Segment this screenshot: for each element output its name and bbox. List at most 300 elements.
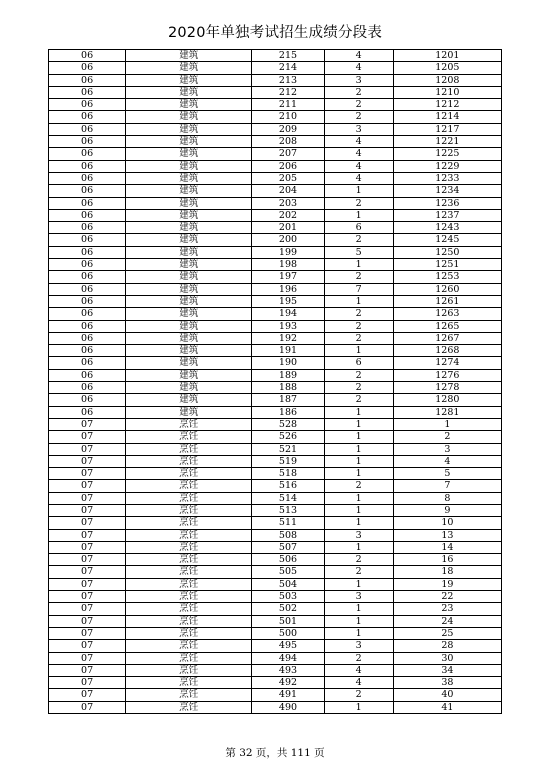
score-cell: 188 bbox=[252, 382, 324, 394]
category-code-cell: 06 bbox=[49, 234, 126, 246]
category-name-cell: 烹饪 bbox=[126, 492, 252, 504]
count-cell: 2 bbox=[324, 308, 393, 320]
category-code-cell: 07 bbox=[49, 640, 126, 652]
category-code-cell: 06 bbox=[49, 308, 126, 320]
cumulative-cell: 1278 bbox=[393, 382, 501, 394]
category-code-cell: 06 bbox=[49, 185, 126, 197]
table-row bbox=[49, 369, 502, 381]
count-cell: 3 bbox=[324, 74, 393, 86]
count-cell: 2 bbox=[324, 332, 393, 344]
table-row bbox=[49, 529, 502, 541]
score-cell: 208 bbox=[252, 136, 324, 148]
category-name-cell: 烹饪 bbox=[126, 591, 252, 603]
category-code-cell: 07 bbox=[49, 554, 126, 566]
score-cell: 518 bbox=[252, 468, 324, 480]
category-name-cell: 烹饪 bbox=[126, 529, 252, 541]
count-cell: 1 bbox=[324, 406, 393, 418]
table-row bbox=[49, 455, 502, 467]
category-name-cell: 建筑 bbox=[126, 123, 252, 135]
table-row bbox=[49, 197, 502, 209]
category-name-cell: 建筑 bbox=[126, 209, 252, 221]
count-cell: 1 bbox=[324, 578, 393, 590]
count-cell: 2 bbox=[324, 566, 393, 578]
category-name-cell: 烹饪 bbox=[126, 431, 252, 443]
table-row bbox=[49, 418, 502, 430]
count-cell: 2 bbox=[324, 480, 393, 492]
score-cell: 196 bbox=[252, 283, 324, 295]
category-code-cell: 06 bbox=[49, 406, 126, 418]
count-cell: 2 bbox=[324, 271, 393, 283]
category-name-cell: 建筑 bbox=[126, 295, 252, 307]
score-cell: 204 bbox=[252, 185, 324, 197]
score-cell: 212 bbox=[252, 86, 324, 98]
score-cell: 505 bbox=[252, 566, 324, 578]
cumulative-cell: 14 bbox=[393, 541, 501, 553]
category-name-cell: 烹饪 bbox=[126, 541, 252, 553]
category-name-cell: 建筑 bbox=[126, 369, 252, 381]
count-cell: 2 bbox=[324, 554, 393, 566]
category-name-cell: 烹饪 bbox=[126, 640, 252, 652]
count-cell: 1 bbox=[324, 701, 393, 713]
category-name-cell: 烹饪 bbox=[126, 615, 252, 627]
cumulative-cell: 1243 bbox=[393, 222, 501, 234]
score-cell: 197 bbox=[252, 271, 324, 283]
category-code-cell: 06 bbox=[49, 172, 126, 184]
category-code-cell: 06 bbox=[49, 123, 126, 135]
category-code-cell: 07 bbox=[49, 492, 126, 504]
table-row bbox=[49, 677, 502, 689]
table-row bbox=[49, 701, 502, 713]
cumulative-cell: 1251 bbox=[393, 259, 501, 271]
score-cell: 211 bbox=[252, 99, 324, 111]
cumulative-cell: 41 bbox=[393, 701, 501, 713]
category-code-cell: 07 bbox=[49, 443, 126, 455]
table-row bbox=[49, 222, 502, 234]
cumulative-cell: 1205 bbox=[393, 62, 501, 74]
category-code-cell: 07 bbox=[49, 615, 126, 627]
score-cell: 194 bbox=[252, 308, 324, 320]
category-name-cell: 建筑 bbox=[126, 74, 252, 86]
cumulative-cell: 1260 bbox=[393, 283, 501, 295]
category-name-cell: 烹饪 bbox=[126, 554, 252, 566]
count-cell: 4 bbox=[324, 677, 393, 689]
cumulative-cell: 1210 bbox=[393, 86, 501, 98]
cumulative-cell: 8 bbox=[393, 492, 501, 504]
score-table bbox=[48, 49, 502, 714]
page-title: 2020年单独考试招生成绩分段表 bbox=[167, 25, 383, 41]
count-cell: 1 bbox=[324, 209, 393, 221]
table-row bbox=[49, 160, 502, 172]
category-code-cell: 07 bbox=[49, 455, 126, 467]
cumulative-cell: 1234 bbox=[393, 185, 501, 197]
table-row bbox=[49, 234, 502, 246]
count-cell: 4 bbox=[324, 172, 393, 184]
category-name-cell: 建筑 bbox=[126, 99, 252, 111]
score-cell: 502 bbox=[252, 603, 324, 615]
category-code-cell: 06 bbox=[49, 209, 126, 221]
count-cell: 2 bbox=[324, 197, 393, 209]
category-name-cell: 建筑 bbox=[126, 160, 252, 172]
score-cell: 200 bbox=[252, 234, 324, 246]
category-name-cell: 建筑 bbox=[126, 357, 252, 369]
category-code-cell: 07 bbox=[49, 677, 126, 689]
category-name-cell: 建筑 bbox=[126, 394, 252, 406]
count-cell: 2 bbox=[324, 86, 393, 98]
category-code-cell: 06 bbox=[49, 382, 126, 394]
score-cell: 514 bbox=[252, 492, 324, 504]
cumulative-cell: 1214 bbox=[393, 111, 501, 123]
table-row bbox=[49, 615, 502, 627]
category-code-cell: 07 bbox=[49, 566, 126, 578]
table-row bbox=[49, 406, 502, 418]
category-code-cell: 06 bbox=[49, 160, 126, 172]
cumulative-cell: 1229 bbox=[393, 160, 501, 172]
cumulative-cell: 1250 bbox=[393, 246, 501, 258]
count-cell: 7 bbox=[324, 283, 393, 295]
score-cell: 526 bbox=[252, 431, 324, 443]
category-code-cell: 06 bbox=[49, 259, 126, 271]
category-name-cell: 烹饪 bbox=[126, 664, 252, 676]
category-code-cell: 06 bbox=[49, 148, 126, 160]
table-row bbox=[49, 136, 502, 148]
table-row bbox=[49, 172, 502, 184]
table-row bbox=[49, 345, 502, 357]
count-cell: 1 bbox=[324, 541, 393, 553]
category-code-cell: 06 bbox=[49, 74, 126, 86]
score-cell: 506 bbox=[252, 554, 324, 566]
category-name-cell: 烹饪 bbox=[126, 627, 252, 639]
category-name-cell: 建筑 bbox=[126, 320, 252, 332]
category-code-cell: 06 bbox=[49, 295, 126, 307]
table-row bbox=[49, 148, 502, 160]
count-cell: 4 bbox=[324, 50, 393, 62]
cumulative-cell: 1201 bbox=[393, 50, 501, 62]
count-cell: 2 bbox=[324, 394, 393, 406]
cumulative-cell: 1225 bbox=[393, 148, 501, 160]
cumulative-cell: 34 bbox=[393, 664, 501, 676]
table-row bbox=[49, 308, 502, 320]
category-code-cell: 06 bbox=[49, 394, 126, 406]
category-name-cell: 烹饪 bbox=[126, 689, 252, 701]
cumulative-cell: 1281 bbox=[393, 406, 501, 418]
category-name-cell: 建筑 bbox=[126, 382, 252, 394]
table-row bbox=[49, 591, 502, 603]
cumulative-cell: 23 bbox=[393, 603, 501, 615]
table-row bbox=[49, 640, 502, 652]
count-cell: 1 bbox=[324, 418, 393, 430]
score-table-body bbox=[49, 50, 502, 714]
table-row bbox=[49, 627, 502, 639]
category-name-cell: 建筑 bbox=[126, 148, 252, 160]
category-code-cell: 06 bbox=[49, 62, 126, 74]
table-row bbox=[49, 332, 502, 344]
category-name-cell: 烹饪 bbox=[126, 418, 252, 430]
category-name-cell: 烹饪 bbox=[126, 504, 252, 516]
count-cell: 4 bbox=[324, 160, 393, 172]
score-cell: 209 bbox=[252, 123, 324, 135]
score-cell: 495 bbox=[252, 640, 324, 652]
score-cell: 192 bbox=[252, 332, 324, 344]
cumulative-cell: 1265 bbox=[393, 320, 501, 332]
cumulative-cell: 1267 bbox=[393, 332, 501, 344]
category-name-cell: 建筑 bbox=[126, 185, 252, 197]
category-code-cell: 07 bbox=[49, 418, 126, 430]
category-name-cell: 建筑 bbox=[126, 50, 252, 62]
count-cell: 2 bbox=[324, 111, 393, 123]
category-code-cell: 07 bbox=[49, 689, 126, 701]
count-cell: 1 bbox=[324, 455, 393, 467]
score-cell: 492 bbox=[252, 677, 324, 689]
score-cell: 210 bbox=[252, 111, 324, 123]
count-cell: 1 bbox=[324, 504, 393, 516]
cumulative-cell: 1221 bbox=[393, 136, 501, 148]
cumulative-cell: 22 bbox=[393, 591, 501, 603]
cumulative-cell: 19 bbox=[393, 578, 501, 590]
cumulative-cell: 9 bbox=[393, 504, 501, 516]
count-cell: 6 bbox=[324, 357, 393, 369]
count-cell: 3 bbox=[324, 591, 393, 603]
category-name-cell: 烹饪 bbox=[126, 517, 252, 529]
category-code-cell: 07 bbox=[49, 431, 126, 443]
cumulative-cell: 10 bbox=[393, 517, 501, 529]
cumulative-cell: 4 bbox=[393, 455, 501, 467]
score-cell: 521 bbox=[252, 443, 324, 455]
category-name-cell: 建筑 bbox=[126, 271, 252, 283]
cumulative-cell: 7 bbox=[393, 480, 501, 492]
score-cell: 201 bbox=[252, 222, 324, 234]
cumulative-cell: 1212 bbox=[393, 99, 501, 111]
category-code-cell: 06 bbox=[49, 369, 126, 381]
cumulative-cell: 1253 bbox=[393, 271, 501, 283]
category-name-cell: 建筑 bbox=[126, 283, 252, 295]
cumulative-cell: 1276 bbox=[393, 369, 501, 381]
score-cell: 189 bbox=[252, 369, 324, 381]
category-name-cell: 建筑 bbox=[126, 86, 252, 98]
score-cell: 214 bbox=[252, 62, 324, 74]
count-cell: 4 bbox=[324, 664, 393, 676]
category-code-cell: 06 bbox=[49, 197, 126, 209]
count-cell: 1 bbox=[324, 517, 393, 529]
table-row bbox=[49, 259, 502, 271]
table-row bbox=[49, 443, 502, 455]
page-footer: 第 32 页，共 111 页 bbox=[225, 747, 325, 759]
cumulative-cell: 1268 bbox=[393, 345, 501, 357]
cumulative-cell: 18 bbox=[393, 566, 501, 578]
count-cell: 2 bbox=[324, 369, 393, 381]
table-row bbox=[49, 492, 502, 504]
score-cell: 206 bbox=[252, 160, 324, 172]
table-row bbox=[49, 394, 502, 406]
category-name-cell: 建筑 bbox=[126, 62, 252, 74]
category-code-cell: 06 bbox=[49, 86, 126, 98]
table-row bbox=[49, 541, 502, 553]
table-row bbox=[49, 652, 502, 664]
count-cell: 1 bbox=[324, 185, 393, 197]
cumulative-cell: 38 bbox=[393, 677, 501, 689]
count-cell: 2 bbox=[324, 382, 393, 394]
table-row bbox=[49, 357, 502, 369]
table-row bbox=[49, 480, 502, 492]
score-cell: 203 bbox=[252, 197, 324, 209]
count-cell: 1 bbox=[324, 627, 393, 639]
category-code-cell: 06 bbox=[49, 320, 126, 332]
score-cell: 516 bbox=[252, 480, 324, 492]
count-cell: 1 bbox=[324, 443, 393, 455]
table-row bbox=[49, 99, 502, 111]
count-cell: 1 bbox=[324, 259, 393, 271]
category-code-cell: 06 bbox=[49, 222, 126, 234]
category-code-cell: 07 bbox=[49, 701, 126, 713]
cumulative-cell: 1274 bbox=[393, 357, 501, 369]
count-cell: 1 bbox=[324, 468, 393, 480]
table-row bbox=[49, 382, 502, 394]
table-row bbox=[49, 246, 502, 258]
count-cell: 2 bbox=[324, 99, 393, 111]
score-cell: 490 bbox=[252, 701, 324, 713]
table-row bbox=[49, 271, 502, 283]
count-cell: 3 bbox=[324, 640, 393, 652]
category-code-cell: 07 bbox=[49, 480, 126, 492]
score-cell: 511 bbox=[252, 517, 324, 529]
category-name-cell: 建筑 bbox=[126, 197, 252, 209]
table-row bbox=[49, 689, 502, 701]
table-row bbox=[49, 295, 502, 307]
cumulative-cell: 40 bbox=[393, 689, 501, 701]
category-name-cell: 建筑 bbox=[126, 332, 252, 344]
table-row bbox=[49, 86, 502, 98]
count-cell: 2 bbox=[324, 689, 393, 701]
cumulative-cell: 13 bbox=[393, 529, 501, 541]
count-cell: 2 bbox=[324, 234, 393, 246]
table-row bbox=[49, 283, 502, 295]
score-cell: 199 bbox=[252, 246, 324, 258]
category-name-cell: 烹饪 bbox=[126, 443, 252, 455]
count-cell: 2 bbox=[324, 320, 393, 332]
table-row bbox=[49, 185, 502, 197]
score-cell: 519 bbox=[252, 455, 324, 467]
score-cell: 193 bbox=[252, 320, 324, 332]
table-row bbox=[49, 320, 502, 332]
category-code-cell: 06 bbox=[49, 99, 126, 111]
table-row bbox=[49, 554, 502, 566]
category-name-cell: 烹饪 bbox=[126, 603, 252, 615]
count-cell: 1 bbox=[324, 615, 393, 627]
category-name-cell: 烹饪 bbox=[126, 566, 252, 578]
table-row bbox=[49, 504, 502, 516]
category-name-cell: 烹饪 bbox=[126, 578, 252, 590]
cumulative-cell: 1245 bbox=[393, 234, 501, 246]
score-cell: 493 bbox=[252, 664, 324, 676]
table-row bbox=[49, 74, 502, 86]
count-cell: 1 bbox=[324, 345, 393, 357]
cumulative-cell: 2 bbox=[393, 431, 501, 443]
cumulative-cell: 1 bbox=[393, 418, 501, 430]
category-code-cell: 07 bbox=[49, 504, 126, 516]
category-name-cell: 烹饪 bbox=[126, 677, 252, 689]
count-cell: 6 bbox=[324, 222, 393, 234]
cumulative-cell: 30 bbox=[393, 652, 501, 664]
cumulative-cell: 1217 bbox=[393, 123, 501, 135]
category-name-cell: 烹饪 bbox=[126, 468, 252, 480]
category-code-cell: 06 bbox=[49, 50, 126, 62]
table-row bbox=[49, 111, 502, 123]
cumulative-cell: 1233 bbox=[393, 172, 501, 184]
cumulative-cell: 1280 bbox=[393, 394, 501, 406]
score-cell: 501 bbox=[252, 615, 324, 627]
category-name-cell: 建筑 bbox=[126, 136, 252, 148]
score-cell: 198 bbox=[252, 259, 324, 271]
count-cell: 1 bbox=[324, 492, 393, 504]
cumulative-cell: 1237 bbox=[393, 209, 501, 221]
score-cell: 508 bbox=[252, 529, 324, 541]
score-cell: 215 bbox=[252, 50, 324, 62]
category-code-cell: 06 bbox=[49, 357, 126, 369]
category-code-cell: 06 bbox=[49, 271, 126, 283]
cumulative-cell: 1208 bbox=[393, 74, 501, 86]
score-cell: 190 bbox=[252, 357, 324, 369]
category-code-cell: 07 bbox=[49, 627, 126, 639]
table-row bbox=[49, 603, 502, 615]
score-cell: 213 bbox=[252, 74, 324, 86]
score-cell: 207 bbox=[252, 148, 324, 160]
count-cell: 1 bbox=[324, 295, 393, 307]
count-cell: 1 bbox=[324, 603, 393, 615]
table-row bbox=[49, 517, 502, 529]
category-name-cell: 建筑 bbox=[126, 234, 252, 246]
cumulative-cell: 1236 bbox=[393, 197, 501, 209]
cumulative-cell: 16 bbox=[393, 554, 501, 566]
score-cell: 503 bbox=[252, 591, 324, 603]
category-name-cell: 建筑 bbox=[126, 406, 252, 418]
score-cell: 205 bbox=[252, 172, 324, 184]
table-row bbox=[49, 50, 502, 62]
category-name-cell: 建筑 bbox=[126, 345, 252, 357]
cumulative-cell: 3 bbox=[393, 443, 501, 455]
score-cell: 494 bbox=[252, 652, 324, 664]
category-code-cell: 06 bbox=[49, 136, 126, 148]
table-row bbox=[49, 578, 502, 590]
category-name-cell: 烹饪 bbox=[126, 652, 252, 664]
table-row bbox=[49, 209, 502, 221]
score-cell: 195 bbox=[252, 295, 324, 307]
category-code-cell: 06 bbox=[49, 111, 126, 123]
category-code-cell: 07 bbox=[49, 603, 126, 615]
cumulative-cell: 24 bbox=[393, 615, 501, 627]
category-code-cell: 07 bbox=[49, 468, 126, 480]
cumulative-cell: 25 bbox=[393, 627, 501, 639]
score-cell: 528 bbox=[252, 418, 324, 430]
score-cell: 507 bbox=[252, 541, 324, 553]
category-name-cell: 建筑 bbox=[126, 172, 252, 184]
cumulative-cell: 28 bbox=[393, 640, 501, 652]
cumulative-cell: 1261 bbox=[393, 295, 501, 307]
score-cell: 202 bbox=[252, 209, 324, 221]
score-cell: 187 bbox=[252, 394, 324, 406]
table-row bbox=[49, 123, 502, 135]
count-cell: 3 bbox=[324, 123, 393, 135]
count-cell: 4 bbox=[324, 148, 393, 160]
count-cell: 2 bbox=[324, 652, 393, 664]
category-name-cell: 建筑 bbox=[126, 246, 252, 258]
count-cell: 4 bbox=[324, 136, 393, 148]
category-code-cell: 06 bbox=[49, 246, 126, 258]
category-code-cell: 07 bbox=[49, 578, 126, 590]
category-code-cell: 07 bbox=[49, 652, 126, 664]
count-cell: 1 bbox=[324, 431, 393, 443]
table-row bbox=[49, 566, 502, 578]
score-cell: 504 bbox=[252, 578, 324, 590]
cumulative-cell: 5 bbox=[393, 468, 501, 480]
